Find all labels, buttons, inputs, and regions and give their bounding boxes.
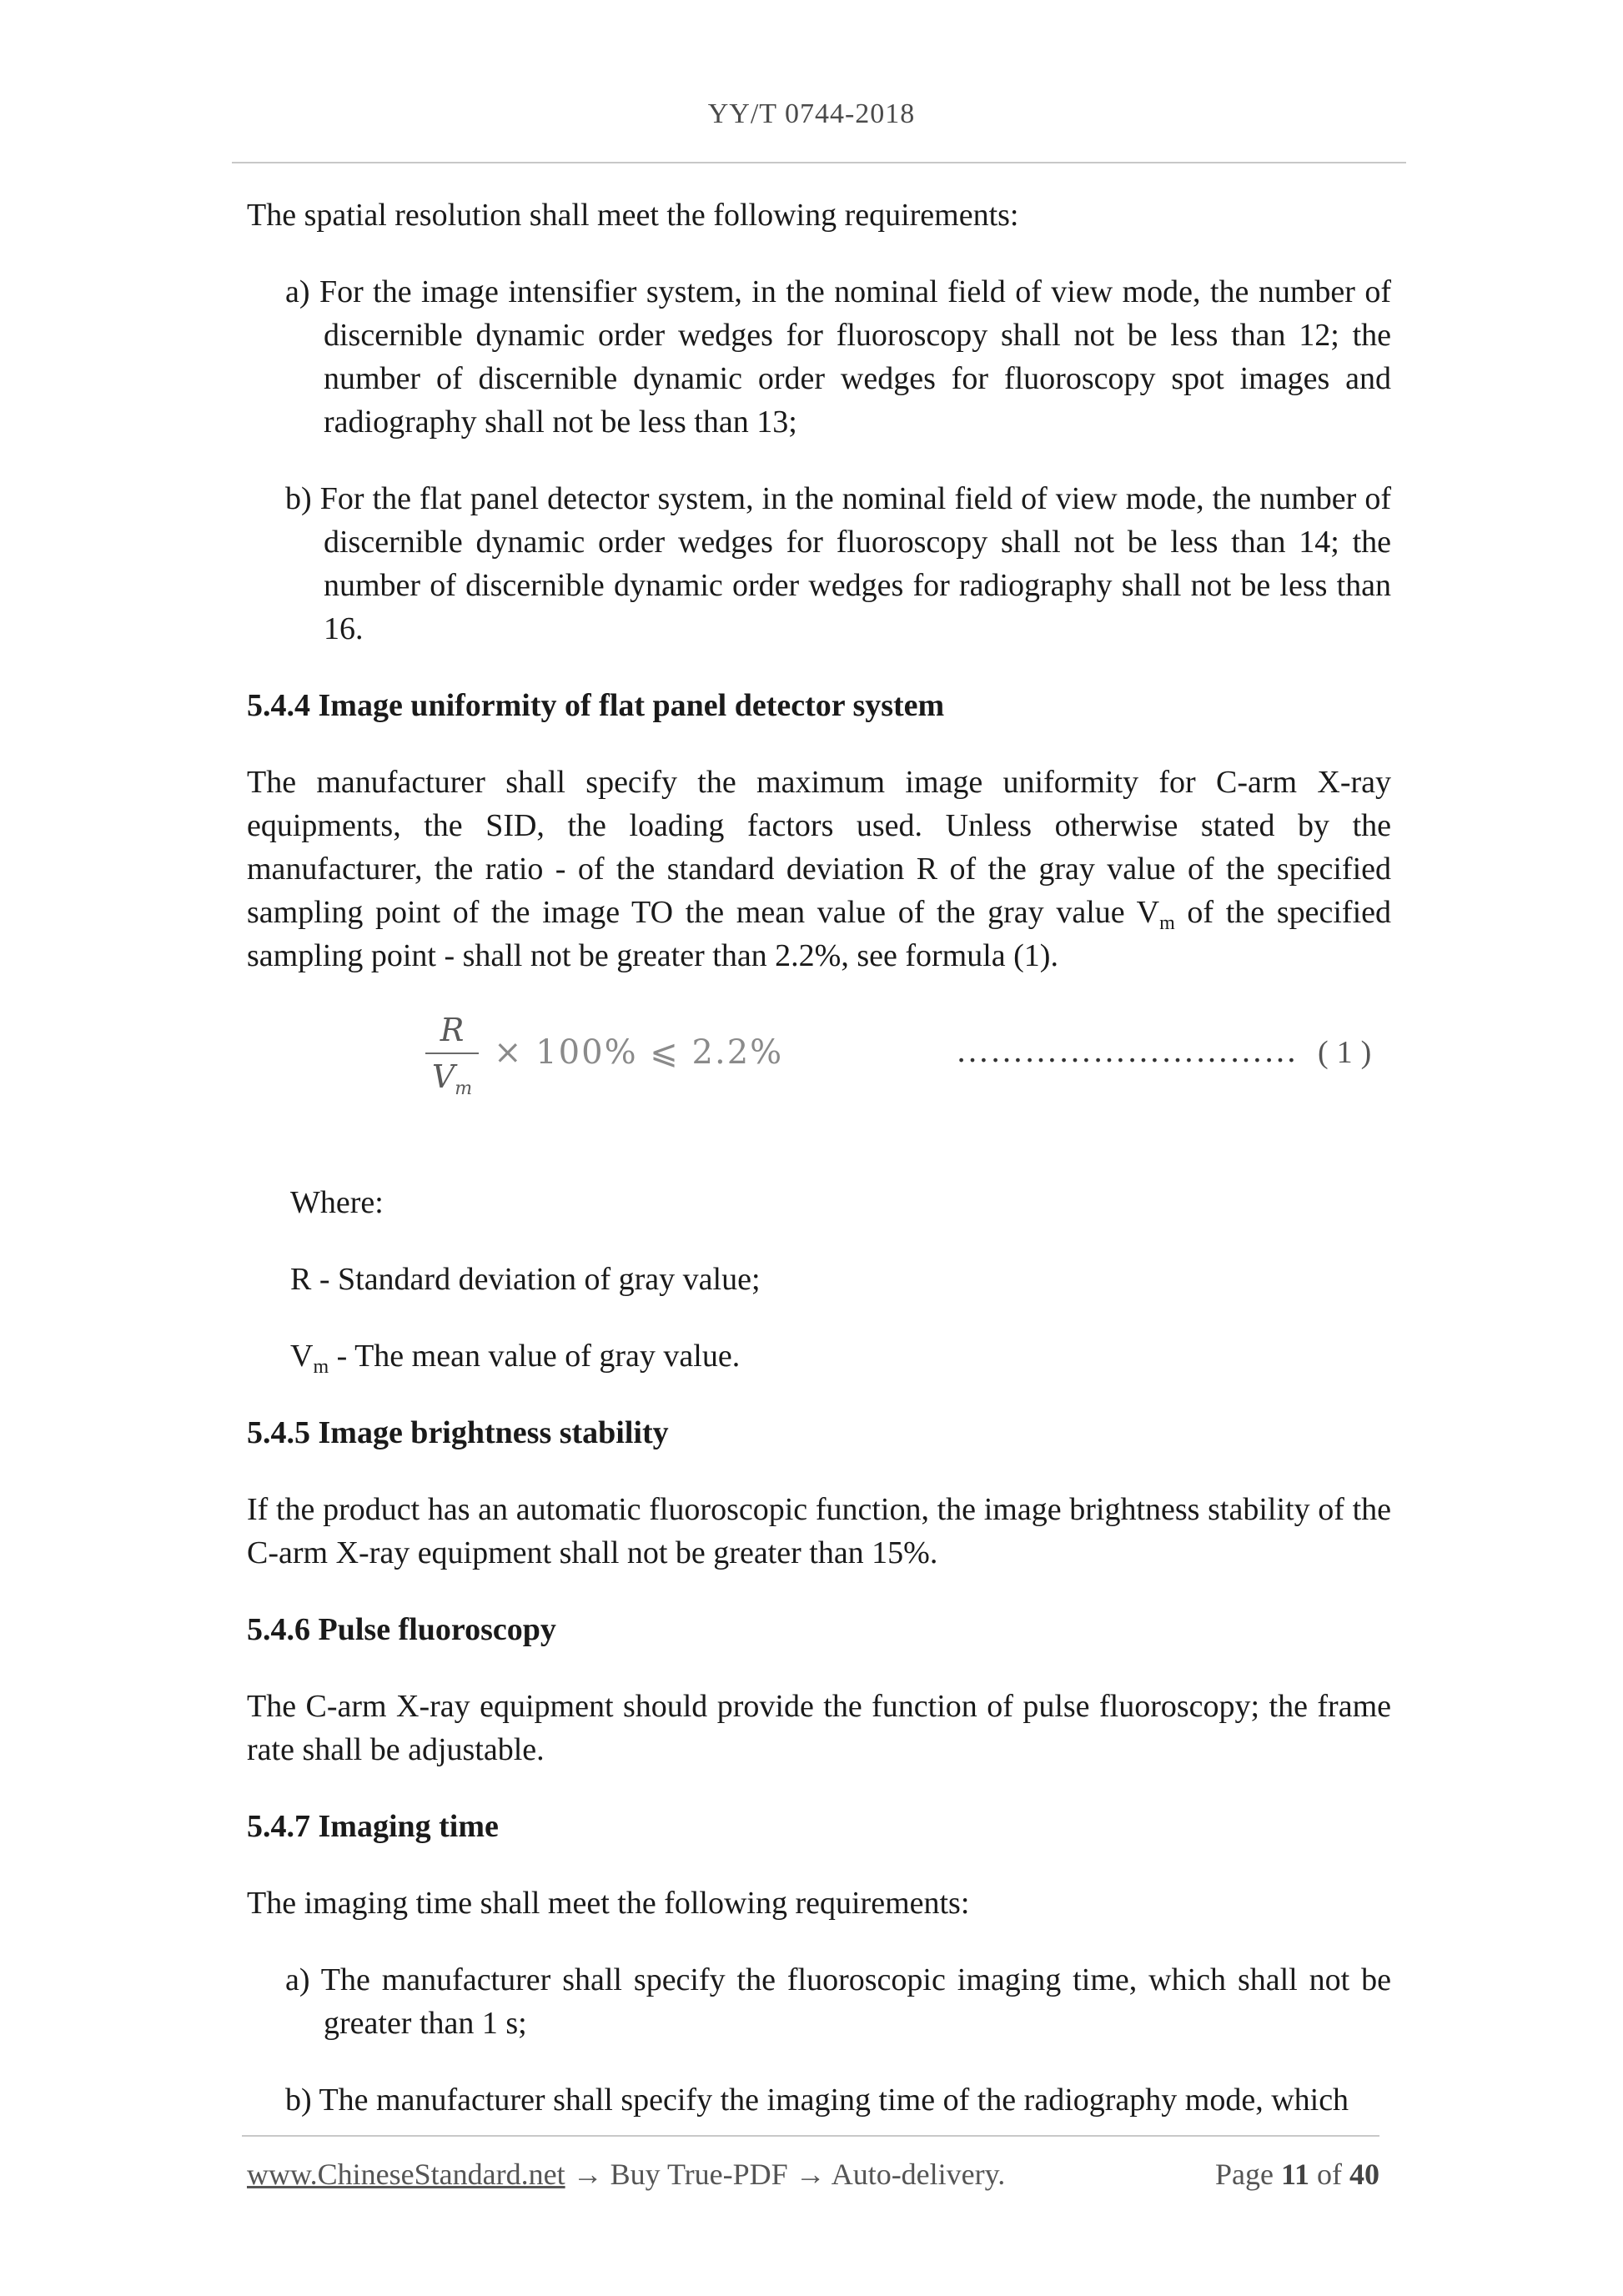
where-label: Where: (290, 1185, 384, 1220)
imaging-time-item-a: a) The manufacturer shall specify the fluoroscopic imaging time, which shall not be greater than 1 s; (285, 1962, 1391, 2041)
footer-promo-text: → Buy True-PDF → Auto-delivery. (565, 2158, 1006, 2191)
formula-expression: × 100% ⩽ 2.2% (494, 1033, 784, 1072)
fraction-bar (425, 1053, 479, 1054)
list-item-b: b) For the flat panel detector system, in the nominal field of view mode, the number of discernible dynamic order wedges for fluoroscopy shall not be less than 14; the number of discernible dynamic order wedges for radiography shall not be less than 16. (285, 481, 1391, 646)
document-id-header: YY/T 0744-2018 (707, 98, 916, 129)
section-5-4-5-body: If the product has an automatic fluoroscopic function, the image brightness stability of the C-arm X-ray equipment shall not be greater than 15%. (247, 1492, 1391, 1570)
imaging-time-item-b: b) The manufacturer shall specify the imaging time of the radiography mode, which (285, 2082, 1349, 2118)
section-heading-5-4-6: 5.4.6 Pulse fluoroscopy (247, 1612, 556, 1647)
page-indicator: Page 11 of 40 (1215, 2158, 1379, 2191)
formula-numerator: R (440, 1012, 465, 1048)
chinesestandard-link[interactable]: www.ChineseStandard.net (247, 2158, 565, 2191)
definition-vm: $V_m$ - The mean value of gray value. (290, 1339, 741, 1378)
page-number: 11 (1280, 2158, 1309, 2191)
section-heading-5-4-4: 5.4.4 Image uniformity of flat panel detector system (247, 688, 945, 723)
footer-promo (247, 2157, 1005, 2192)
page-body (247, 193, 1391, 2155)
header-divider (232, 162, 1406, 163)
list-item-a: a) For the image intensifier system, in the nominal field of view mode, the number of discernible dynamic order wedges for fluoroscopy shall not be less than 12; the number of discernible dynamic order wedges for fluoroscopy spot images and radiography shall not be less than 13; (285, 274, 1391, 440)
section-5-4-4-body: The manufacturer shall specify the maximum image uniformity for C-arm X-ray equipments, the SID, the loading factors used. Unless otherwise stated by the manufacturer, the ratio - of the standard deviation R of the gray value of the specified sampling point of the image TO the mean value of the gray value $V_m$ of the specified sampling point - shall not be greater than 2.2%, see formula (1). (247, 765, 1391, 973)
formula-1 (247, 1011, 1391, 1128)
intro-paragraph: The spatial resolution shall meet the following requirements: (247, 198, 1019, 233)
formula-denominator: $V_m$ (431, 1058, 473, 1099)
section-heading-5-4-5: 5.4.5 Image brightness stability (247, 1415, 669, 1450)
formula-leader-dots: ………………………… (956, 1032, 1298, 1069)
section-heading-5-4-7: 5.4.7 Imaging time (247, 1809, 499, 1844)
section-5-4-7-intro: The imaging time shall meet the following requirements: (247, 1886, 970, 1921)
formula-fraction (425, 1011, 479, 1099)
page-total: 40 (1349, 2158, 1379, 2191)
section-5-4-6-body: The C-arm X-ray equipment should provide the function of pulse fluoroscopy; the frame rate shall be adjustable. (247, 1689, 1391, 1767)
footer-divider (242, 2135, 1379, 2137)
definition-r: R - Standard deviation of gray value; (290, 1262, 761, 1297)
formula-number: (1) (1318, 1035, 1380, 1070)
